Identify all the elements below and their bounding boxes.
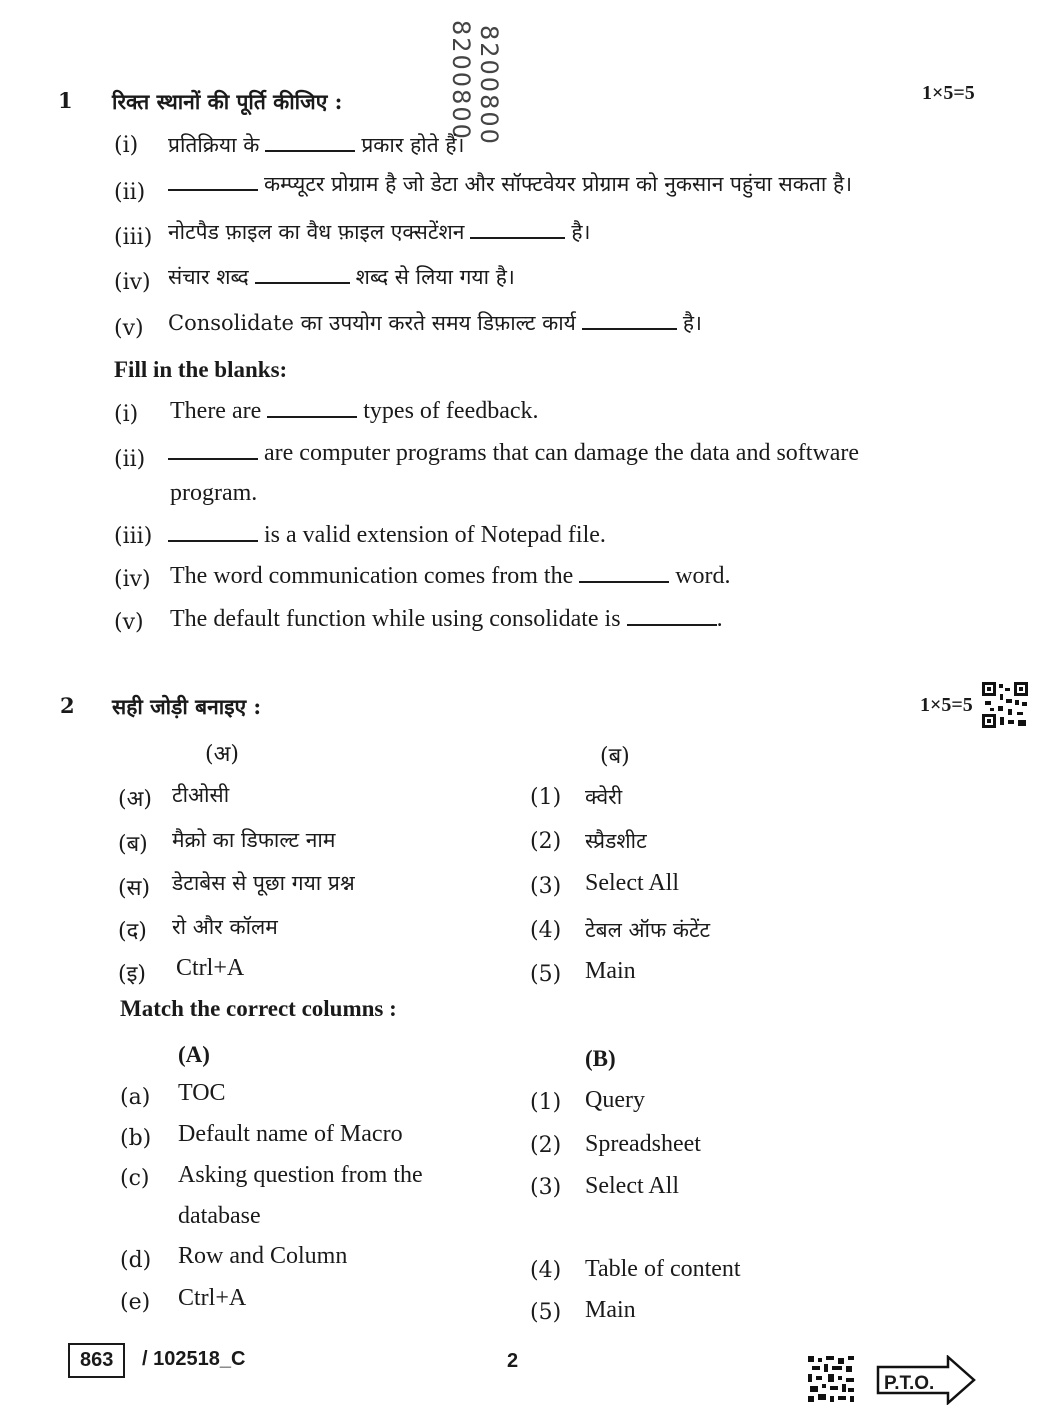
item-label: (i): [114, 402, 139, 427]
match-item-left: रो और कॉलम: [172, 915, 278, 939]
item-label: (v): [114, 610, 144, 635]
match-item-left: डेटाबेस से पूछा गया प्रश्न: [172, 871, 355, 895]
match-item-right: Query: [585, 1087, 645, 1113]
item-label: (iii): [114, 225, 153, 250]
match-label: (3): [530, 1175, 562, 1200]
fill-item-english: are computer programs that can damage the data and software: [162, 440, 859, 467]
marks: 1×5=5: [922, 82, 975, 104]
match-label: (4): [530, 1258, 562, 1283]
set-code: / 102518_C: [142, 1348, 246, 1370]
question-number: 1: [58, 88, 73, 113]
blank-line: [255, 264, 350, 284]
fill-item-hindi: Consolidate का उपयोग करते समय डिफ़ाल्ट कार्य है।: [168, 311, 702, 335]
blank-line: [582, 310, 677, 330]
fill-item-hindi: नोटपैड फ़ाइल का वैध फ़ाइल एक्सटेंशन है।: [168, 220, 591, 244]
item-label: (v): [114, 316, 144, 341]
match-item-continuation: database: [178, 1203, 261, 1229]
match-item-right: Main: [585, 958, 636, 984]
match-label: (ब): [118, 832, 148, 857]
blank-line: [168, 522, 258, 542]
match-label: (1): [530, 785, 562, 810]
item-label: (i): [114, 133, 139, 158]
blank-line: [470, 219, 565, 239]
fill-item-english: The word communication comes from the word.: [170, 563, 731, 589]
question-heading-hindi: रिक्त स्थानों की पूर्ति कीजिए :: [112, 89, 343, 114]
match-label: (5): [530, 1300, 562, 1325]
fill-item-english: is a valid extension of Notepad file.: [162, 522, 606, 549]
blank-line: [168, 171, 258, 191]
match-item-right: क्वेरी: [585, 785, 623, 809]
barcode-matrix-icon: [808, 1356, 854, 1402]
match-item-left: TOC: [178, 1080, 226, 1106]
match-label: (1): [530, 1090, 562, 1115]
paper-code-box: 863: [68, 1343, 125, 1378]
match-label: (5): [530, 962, 562, 987]
match-label: (4): [530, 918, 562, 943]
marks: 1×5=5: [920, 694, 973, 716]
match-label: (अ): [118, 787, 152, 812]
match-item-left: Default name of Macro: [178, 1121, 403, 1147]
match-item-right: Select All: [585, 870, 679, 896]
match-item-left: Asking question from the: [178, 1162, 423, 1188]
question-number: 2: [60, 693, 75, 718]
item-label: (iv): [114, 270, 151, 295]
fill-item-english: There are types of feedback.: [170, 398, 539, 424]
match-label: (द): [118, 919, 147, 944]
match-label: (d): [120, 1248, 152, 1273]
blank-line: [627, 606, 717, 626]
match-item-left: Row and Column: [178, 1243, 348, 1269]
match-label: (e): [120, 1290, 151, 1315]
match-item-right: Table of content: [585, 1256, 741, 1282]
blank-line: [168, 440, 258, 460]
fill-item-hindi: संचार शब्द शब्द से लिया गया है।: [168, 265, 515, 289]
column-heading: (A): [178, 1042, 210, 1067]
qr-code-icon: [982, 682, 1028, 728]
watermark-text: 8200800: [475, 25, 503, 146]
match-label: (c): [120, 1166, 150, 1191]
match-item-right: Main: [585, 1297, 636, 1323]
match-label: (2): [530, 829, 562, 854]
blank-line: [579, 563, 669, 583]
match-label: (इ): [118, 962, 146, 987]
question-heading-hindi: सही जोड़ी बनाइए :: [112, 694, 262, 719]
match-label: (2): [530, 1133, 562, 1158]
fill-item-hindi: प्रतिक्रिया के प्रकार होते हैं।: [168, 133, 465, 157]
match-label: (स): [118, 876, 151, 901]
match-label: (3): [530, 874, 562, 899]
item-label: (iii): [114, 524, 153, 549]
match-item-left: मैक्रो का डिफाल्ट नाम: [172, 828, 336, 852]
question-heading-english: Fill in the blanks:: [114, 357, 288, 382]
item-label: (ii): [114, 180, 146, 205]
question-heading-english: Match the correct columns :: [120, 996, 397, 1021]
match-item-left: Ctrl+A: [178, 1285, 247, 1311]
blank-line: [265, 132, 355, 152]
match-label: (b): [120, 1126, 152, 1151]
blank-line: [267, 398, 357, 418]
match-item-right: टेबल ऑफ कंटेंट: [585, 918, 711, 942]
page-number: 2: [507, 1350, 519, 1372]
match-item-right: स्प्रैडशीट: [585, 829, 647, 853]
item-label: (iv): [114, 567, 151, 592]
column-heading: (अ): [205, 742, 239, 767]
match-item-right: Spreadsheet: [585, 1131, 701, 1157]
fill-item-continuation: program.: [170, 480, 258, 506]
match-item-left: Ctrl+A: [176, 955, 245, 981]
column-heading: (B): [585, 1046, 616, 1071]
item-label: (ii): [114, 447, 146, 472]
watermark-text: 8200800: [447, 20, 475, 141]
fill-item-hindi: कम्प्यूटर प्रोग्राम है जो डेटा और सॉफ्टवेयर प्रोग्राम को नुकसान पहुंचा सकता है।: [162, 170, 852, 198]
match-item-left: टीओसी: [172, 783, 230, 807]
fill-item-english: The default function while using consolidate is .: [170, 606, 723, 632]
match-item-right: Select All: [585, 1173, 679, 1199]
pto-label: P.T.O.: [884, 1373, 935, 1394]
column-heading: (ब): [600, 744, 630, 769]
match-label: (a): [120, 1085, 151, 1110]
